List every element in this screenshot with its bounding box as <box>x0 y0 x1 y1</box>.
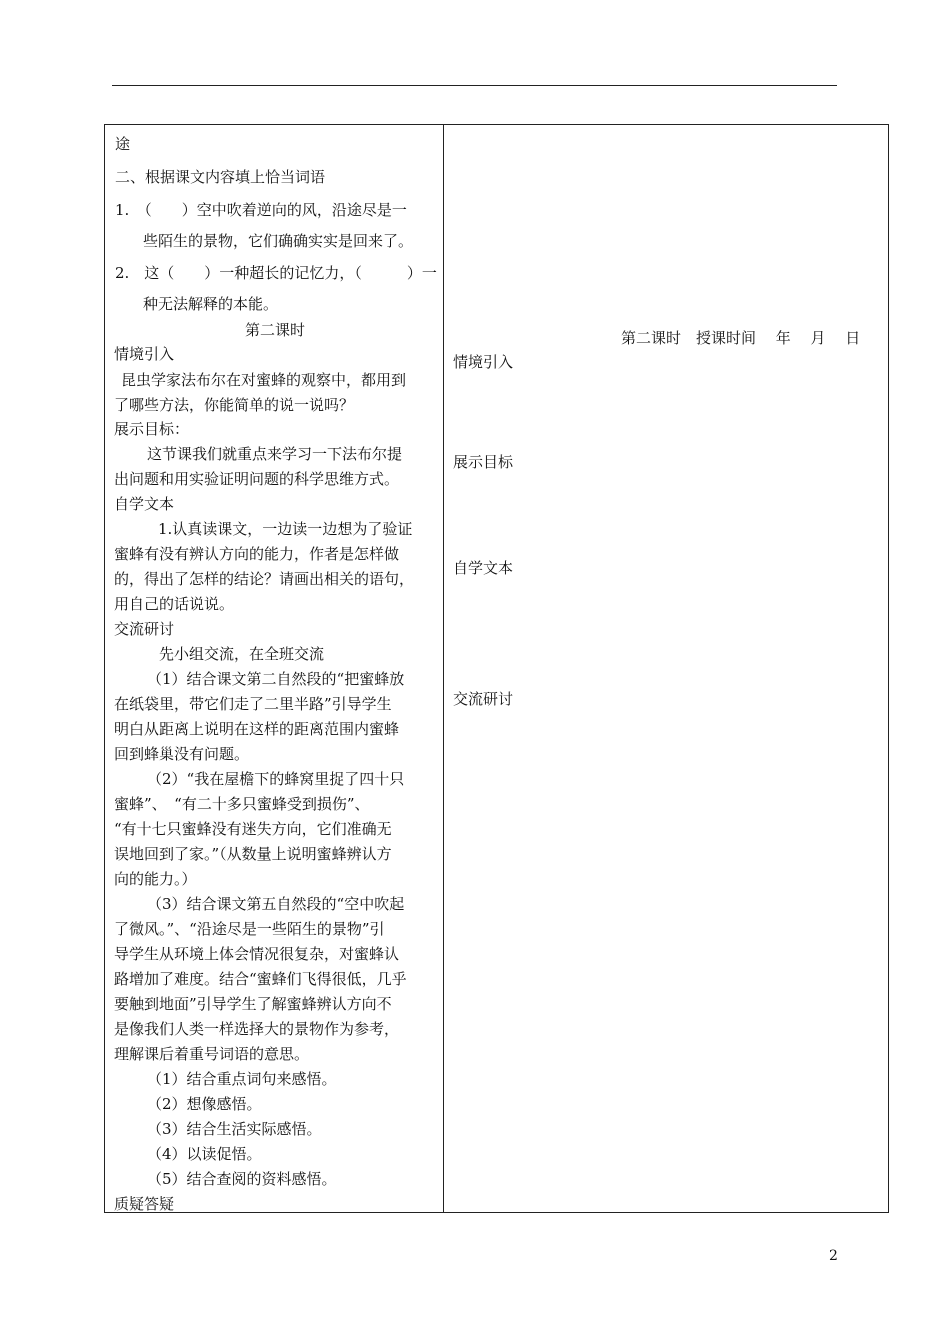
text-line: 是像我们人类一样选择大的景物作为参考， <box>114 1020 400 1038</box>
lesson-schedule-header: 第二课时 授课时间 年 月 日 <box>621 329 861 347</box>
text-line: 1.认真读课文，一边读一边想为了验证 <box>158 520 413 538</box>
text-line: 导学生从环境上体会情况很复杂，对蜜蜂认 <box>114 945 400 963</box>
text-line: 蜜蜂有没有辨认方向的能力，作者是怎样做 <box>114 545 400 563</box>
list-item: （1）结合重点词句来感悟。 <box>147 1070 337 1088</box>
section-heading: 二、根据课文内容填上恰当词语 <box>115 168 326 186</box>
text-line: （3）结合课文第五自然段的“空中吹起 <box>147 895 405 913</box>
section-heading: 交流研讨 <box>114 620 175 638</box>
text-line: （1）结合课文第二自然段的“把蜜蜂放 <box>147 670 405 688</box>
right-label: 展示目标 <box>453 453 514 471</box>
column-divider <box>443 124 444 1213</box>
text-line: 的，得出了怎样的结论？请画出相关的语句， <box>114 570 415 588</box>
section-heading: 展示目标： <box>114 420 190 438</box>
section-heading: 自学文本 <box>114 495 175 513</box>
text-line: 理解课后着重号词语的意思。 <box>114 1045 310 1063</box>
section-heading: 情境引入 <box>114 345 175 363</box>
text-line: 了微风。”、“沿途尽是一些陌生的景物”引 <box>114 920 385 938</box>
text-line: 路增加了难度。结合“蜜蜂们飞得很低，几乎 <box>114 970 407 988</box>
text-line: “有十七只蜜蜂没有迷失方向，它们准确无 <box>114 820 392 838</box>
text-line: 误地回到了家。”（从数量上说明蜜蜂辨认方 <box>114 845 392 863</box>
text-line: 途 <box>115 135 131 153</box>
page-number: 2 <box>829 1248 838 1264</box>
header-rule <box>112 85 837 86</box>
text-line: 明白从距离上说明在这样的距离范围内蜜蜂 <box>114 720 400 738</box>
right-label: 自学文本 <box>453 559 514 577</box>
list-item: （5）结合查阅的资料感悟。 <box>147 1170 337 1188</box>
right-label: 交流研讨 <box>453 690 514 708</box>
text-line: 种无法解释的本能。 <box>143 295 279 313</box>
lesson-title: 第二课时 <box>245 321 306 339</box>
text-line: 先小组交流，在全班交流 <box>159 645 325 663</box>
text-line: 昆虫学家法布尔在对蜜蜂的观察中，都用到 <box>121 371 407 389</box>
text-line: 这节课我们就重点来学习一下法布尔提 <box>147 445 403 463</box>
right-label: 情境引入 <box>453 353 514 371</box>
text-line: 1. （ ）空中吹着逆向的风，沿途尽是一 <box>115 201 407 219</box>
text-line: 要触到地面”引导学生了解蜜蜂辨认方向不 <box>114 995 392 1013</box>
list-item: （2）想像感悟。 <box>147 1095 262 1113</box>
text-line: 用自己的话说说。 <box>114 595 235 613</box>
list-item: （4）以读促悟。 <box>147 1145 262 1163</box>
text-line: 了哪些方法，你能简单的说一说吗？ <box>114 396 355 414</box>
text-line: 向的能力。） <box>114 870 197 888</box>
text-line: 出问题和用实验证明问题的科学思维方式。 <box>114 470 400 488</box>
section-heading: 质疑答疑 <box>114 1195 175 1213</box>
text-line: （2）“我在屋檐下的蜂窝里捉了四十只 <box>147 770 405 788</box>
text-line: 在纸袋里，带它们走了二里半路”引导学生 <box>114 695 392 713</box>
text-line: 2. 这（ ）一种超长的记忆力，（ ）一 <box>115 264 437 282</box>
text-line: 蜜蜂”、 “有二十多只蜜蜂受到损伤”、 <box>114 795 370 813</box>
text-line: 些陌生的景物，它们确确实实是回来了。 <box>143 232 414 250</box>
text-line: 回到蜂巢没有问题。 <box>114 745 250 763</box>
list-item: （3）结合生活实际感悟。 <box>147 1120 322 1138</box>
